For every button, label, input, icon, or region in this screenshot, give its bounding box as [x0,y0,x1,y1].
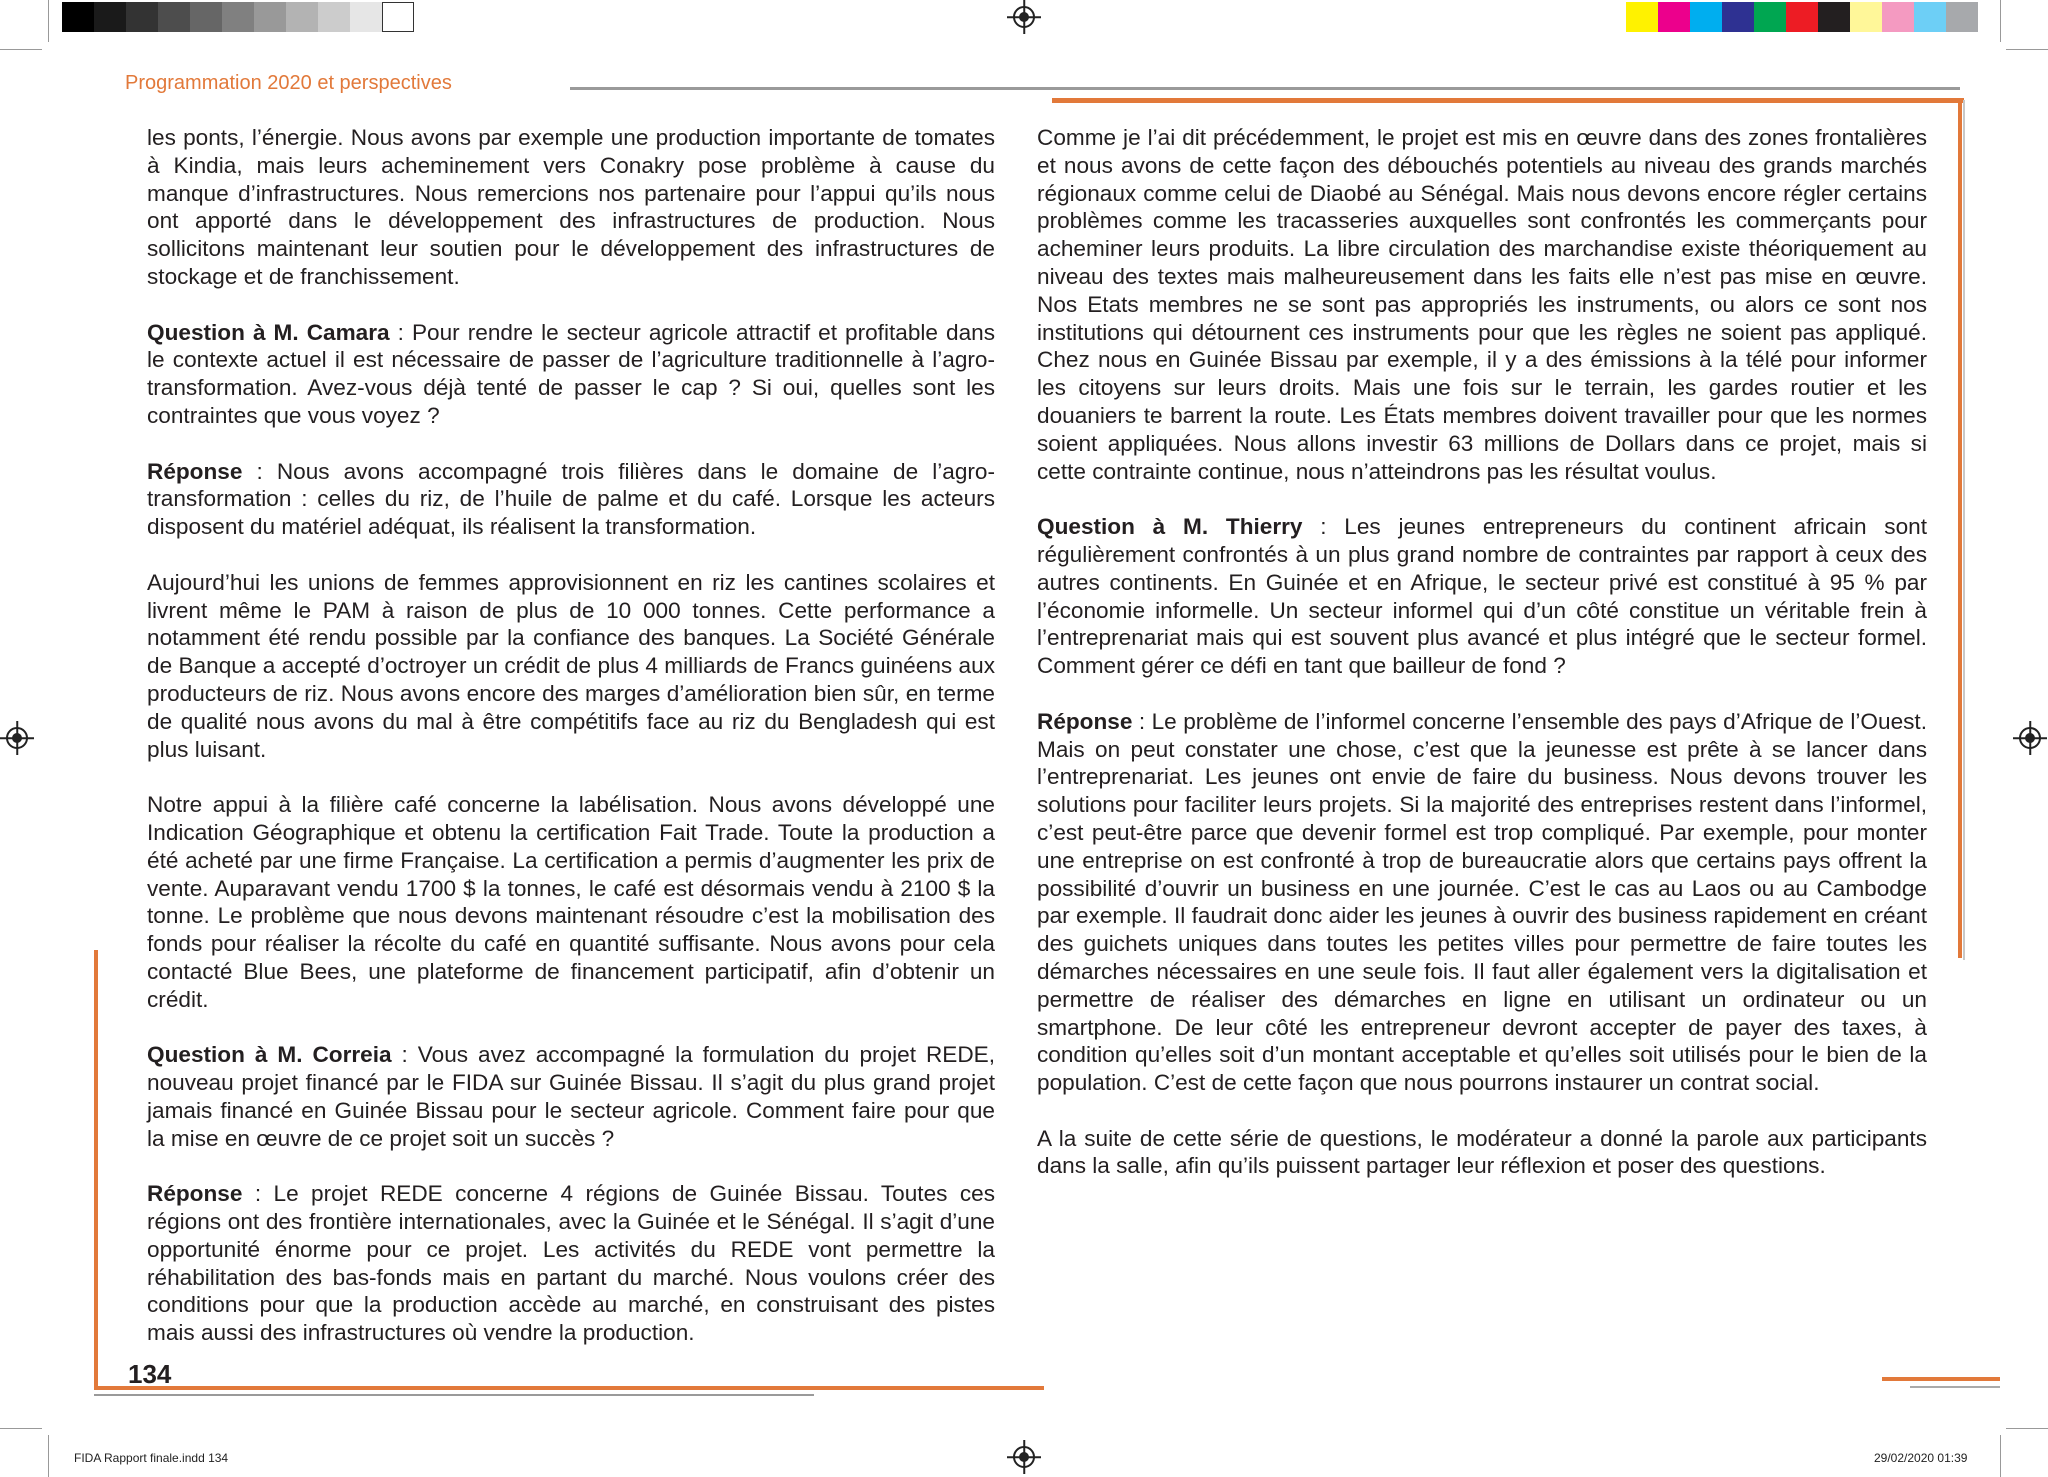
paragraph: les ponts, l’énergie. Nous avons par exemple une production importante de tomates à Kindia, mais leurs acheminement vers Conakry pose problème à cause du manque d’infrastructures. Nous remercions nos partenaire pour l’appui qu’ils nous ont apporté dans le développement des infrastructures de production. Nous sollicitons maintenant leur soutien pour le développement des infrastructures de stockage et de franchissement. [147,125,995,289]
header-rule [570,87,1960,90]
answer-text: : Le projet REDE concerne 4 régions de Guinée Bissau. Toutes ces régions ont des frontière internationales, avec la Guinée et le Sénégal. Il s’agit d’une opportunité énorme pour ce projet. Les activités du REDE vont permettre la réhabilitation des bas-fonds mais en partant du marché. Nous voulons créer des conditions pour que la production accède au marché, en construisant des pistes mais aussi des infrastructures où vendre la production. [147,1181,995,1346]
registration-mark-right-icon [2019,727,2041,749]
crop-mark [2006,49,2048,50]
paragraph: Notre appui à la filière café concerne la labélisation. Nous avons développé une Indication Géographique et obtenu la certification Fait Trade. Toute la production a été acheté par une firme Française. La certification a permis d’augmenter les prix de vente. Auparavant vendu 1700 $ la tonnes, le café est désormais vendu à 2100 $ la tonne. Le problème que nous devons maintenant résoudre c’est la mobilisation des fonds pour réaliser la récolte du café en quantité suffisante. Nous avons pour cela contacté Blue Bees, une plateforme de financement participatif, afin d’obtenir un crédit. [147,792,995,1012]
color-swatch [286,2,318,32]
corner-rule [1882,1377,2000,1381]
answer-correia [147,1180,995,1347]
color-swatch [1850,2,1882,32]
color-swatch [222,2,254,32]
question-text: : Vous avez accompagné la formulation du projet REDE, nouveau projet financé par le FIDA sur Guinée Bissau. Il s’agit du plus grand projet jamais financé en Guinée Bissau pour le secteur agricole. Comment faire pour que la mise en œuvre de ce projet soit un succès ? [147,1042,995,1151]
color-swatch [94,2,126,32]
color-swatch [254,2,286,32]
closing-paragraph: A la suite de cette série de questions, le modérateur a donné la parole aux participants dans la salle, afin qu’ils puissent partager leur réflexion et poser des questions. [1037,1125,1927,1179]
page-number: 134 [128,1359,172,1389]
answer-text: : Le problème de l’informel concerne l’ensemble des pays d’Afrique de l’Ouest. Mais on peut constater une chose, c’est que la jeunesse est prête à se lancer dans l’entreprenariat. Les jeunes ont envie de faire du business. Nous devons trouver les solutions pour faciliter leurs projets. Si la majorité des entreprises restent dans l’informel, c’est peut-être parce que devenir formel est trop compliqué. Par exemple, pour monter une entreprise on est confronté à trop de bureaucratie alors que certains pays offrent la possibilité d’ouvrir un business en une journée. C’est le cas au Laos ou au Cambodge par exemple. Il faudrait donc aider les jeunes à ouvrir des business rapidement en créant des guichets uniques dans toutes les petites villes pour permettre de faire toutes les démarches nécessaires en une seule fois. Il faut aller également vers la digitalisation et permettre de réaliser des démarches en ligne en utilisant un ordinateur ou un smartphone. De leur côté les entrepreneur devront accepter de payer des taxes, à condition qu’elles soit d’un montant acceptable et qu’elles soit utilisés pour le bien de la population. C’est de cette façon que nous pourrons instaurer un contrat social. [1037,708,1927,1096]
color-swatch [382,2,414,32]
question-text: : Les jeunes entrepreneurs du continent africain sont régulièrement confrontés à un plus grand nombre de contraintes par rapport à ceux des autres continents. En Guinée et en Afrique, le secteur privé est constitué à 95 % par l’économie informelle. Un secteur informel qui d’un côté constitue un véritable frein à l’entreprenariat mais qui est souvent plus avancé et plus intégré que le secteur formel. Comment gérer ce défi en tant que bailleur de fond ? [1037,514,1927,679]
color-swatch [190,2,222,32]
question-label: Question à M. Correia [147,1042,392,1068]
paragraph: Aujourd’hui les unions de femmes approvisionnent en riz les cantines scolaires et livrent même le PAM à raison de plus de 10 000 tonnes. Cette performance a notamment été rendu possible par la confiance des banques. La Société Générale de Banque a accepté d’octroyer un crédit de plus 4 milliards de Francs guinéens aux producteurs de riz. Nous avons encore des marges d’amélioration bien sûr, en terme de qualité nous avons du mal à être compétitifs face au riz du Bengladesh qui est plus luisant. [147,569,995,762]
frame-bottom-rule [94,1386,1044,1390]
color-swatch [1946,2,1978,32]
frame-right-gray-rule [1963,100,1965,960]
color-swatch [1786,2,1818,32]
answer-label: Réponse [1037,708,1133,734]
question-label: Question à M. Thierry [1037,514,1303,540]
registration-mark-left-icon [6,727,28,749]
left-column [147,124,995,1375]
question-camara [147,319,995,430]
crop-mark [2000,0,2001,42]
answer-label: Réponse [147,458,243,484]
crop-mark [48,0,49,42]
color-swatch [318,2,350,32]
color-swatch [1626,2,1658,32]
color-swatch [1882,2,1914,32]
frame-left-rule [94,950,98,1390]
question-text: : Pour rendre le secteur agricole attractif et profitable dans le contexte actuel il est nécessaire de passer de l’agriculture traditionnelle à l’agro-transformation. Avez-vous déjà tenté de passer le cap ? Si oui, quelles sont les contraintes que vous voyez ? [147,319,995,428]
right-column [1037,124,1927,1208]
crop-mark [2000,1435,2001,1477]
question-correia [147,1041,995,1152]
color-swatch [1914,2,1946,32]
running-head: Programmation 2020 et perspectives [125,72,452,94]
answer-text: : Nous avons accompagné trois filières dans le domaine de l’agro-transformation : celles du riz, de l’huile de palme et du café. Lorsque les acteurs disposent du matériel adéquat, ils réalisent la transformation. [147,458,995,540]
color-swatch [126,2,158,32]
crop-mark [0,1428,42,1429]
question-thierry [1037,513,1927,680]
paragraph: Comme je l’ai dit précédemment, le projet est mis en œuvre dans des zones frontalières et nous avons de cette façon des débouchés potentiels au niveau des grands marchés régionaux comme celui de Diaobé au Sénégal. Mais nous devons encore régler certains problèmes comme les tracasseries auxquelles sont confrontés les commerçants pour acheminer leurs produits. La libre circulation des marchandise existe théoriquement au niveau des textes mais malheureusement dans les faits elle n’est pas mise en œuvre. Nos Etats membres ne se sont pas appropriés les instruments, ou alors ce sont nos institutions qui détournent ces instruments pour que les règles ne soient pas appliqué. Chez nous en Guinée Bissau par exemple, il y a des émissions à la télé pour informer les citoyens sur leurs droits. Mais une fois sur le terrain, les gardes routier et les douaniers te barrent la route. Les États membres doivent travailler pour que les normes soient appliquées. Nous allons investir 63 millions de Dollars dans ce projet, mais si cette contrainte continue, nous n’atteindrons pas les résultat voulus. [1037,125,1927,484]
frame-bottom-gray-rule [94,1394,814,1396]
crop-mark [2006,1428,2048,1429]
answer-thierry [1037,708,1927,1097]
registration-mark-top-icon [1013,6,1035,28]
color-swatch [1754,2,1786,32]
color-swatch [1722,2,1754,32]
slug-timestamp: 29/02/2020 01:39 [1874,1451,1968,1465]
frame-top-rule [1052,98,1964,103]
answer-label: Réponse [147,1181,243,1207]
color-swatch [1818,2,1850,32]
color-swatch [62,2,94,32]
frame-right-rule [1958,98,1962,958]
slug-file-name: FIDA Rapport finale.indd 134 [74,1451,229,1465]
crop-mark [48,1435,49,1477]
question-label: Question à M. Camara [147,319,390,345]
corner-gray-rule [1910,1386,2000,1388]
color-swatch [1690,2,1722,32]
answer-camara [147,458,995,541]
crop-mark [0,49,42,50]
color-swatch [158,2,190,32]
color-swatch [350,2,382,32]
registration-mark-bottom-icon [1013,1446,1035,1468]
color-swatch [1658,2,1690,32]
